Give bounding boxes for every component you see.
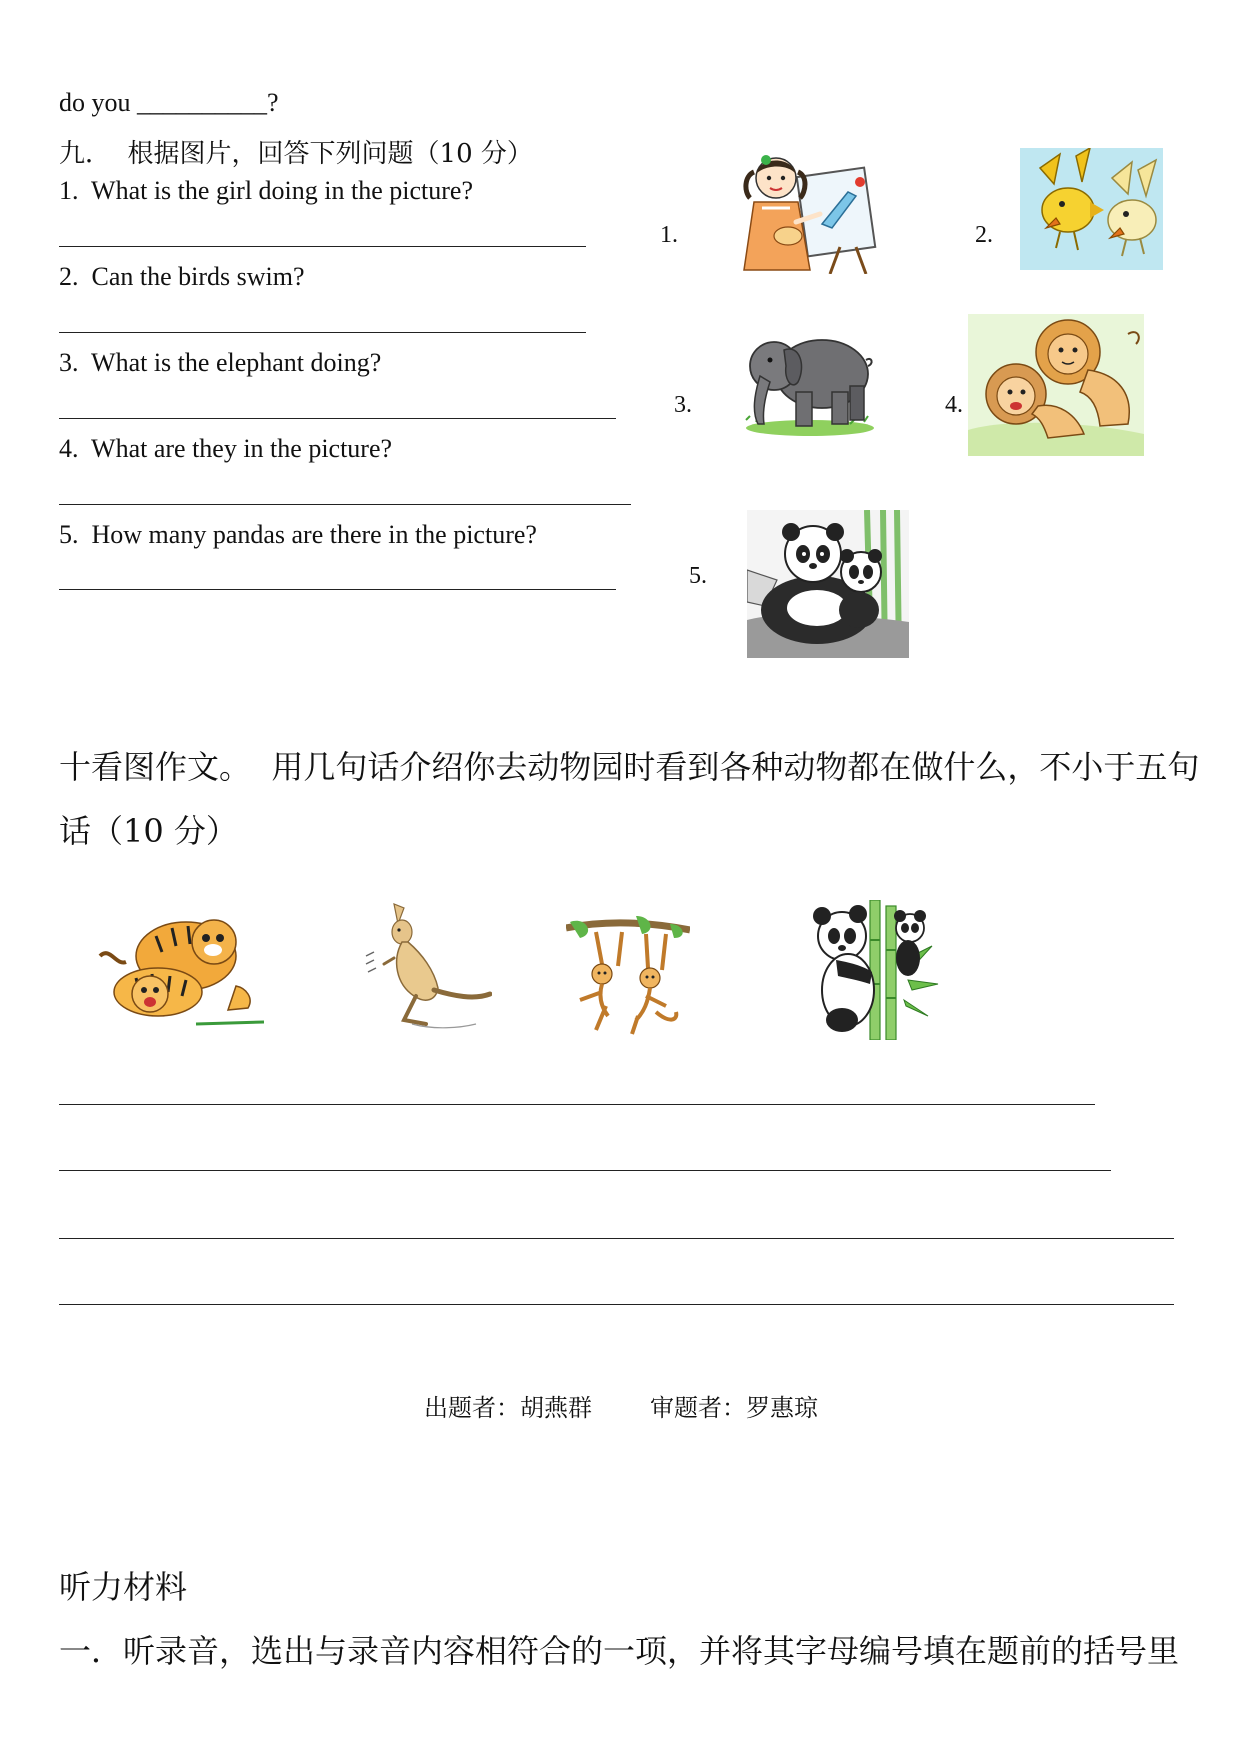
question-5: 5. How many pandas are there in the picture? <box>59 520 537 549</box>
two-lions-icon <box>968 314 1144 456</box>
composition-line-1[interactable] <box>59 1104 1095 1105</box>
listening-section-1: 一．听录音，选出与录音内容相符合的一项，并将其字母编号填在题前的括号里 <box>59 1632 1180 1670</box>
answer-line-1[interactable] <box>59 246 586 247</box>
section-10-title: 十看图作文。 用几句话介绍你去动物园时看到各种动物都在做什么，不小于五句 <box>59 748 1200 786</box>
answer-line-3[interactable] <box>59 418 616 419</box>
question-2: 2. Can the birds swim? <box>59 262 305 291</box>
elephant-icon <box>740 320 875 438</box>
picture-number-5: 5. <box>689 563 707 589</box>
panda-bamboo-icon <box>808 900 942 1040</box>
answer-line-2[interactable] <box>59 332 586 333</box>
composition-line-3[interactable] <box>59 1238 1174 1239</box>
question-3: 3. What is the elephant doing? <box>59 348 382 377</box>
setter-credit: 出题者：胡燕群 <box>424 1394 592 1422</box>
fill-blank-line: do you __________? <box>59 88 279 117</box>
tigers-icon <box>96 906 264 1028</box>
answer-line-4[interactable] <box>59 504 631 505</box>
monkeys-icon <box>566 916 690 1040</box>
question-4: 4. What are they in the picture? <box>59 434 393 463</box>
composition-line-2[interactable] <box>59 1170 1111 1171</box>
listening-heading: 听力材料 <box>59 1568 188 1606</box>
question-1: 1. What is the girl doing in the picture? <box>59 176 473 205</box>
kangaroo-icon <box>364 900 492 1032</box>
section-10-title-cont: 话（10 分） <box>59 812 238 850</box>
picture-number-3: 3. <box>674 392 692 418</box>
section-9-title: 九． 根据图片，回答下列问题（10 分） <box>59 139 533 169</box>
picture-number-2: 2. <box>975 222 993 248</box>
composition-line-4[interactable] <box>59 1304 1174 1305</box>
answer-line-5[interactable] <box>59 589 616 590</box>
picture-number-1: 1. <box>660 222 678 248</box>
girl-painting-icon <box>740 152 882 274</box>
two-birds-icon <box>1020 148 1163 270</box>
picture-number-4: 4. <box>945 392 963 418</box>
reviewer-credit: 审题者：罗惠琼 <box>650 1394 818 1422</box>
two-pandas-icon <box>747 510 909 658</box>
